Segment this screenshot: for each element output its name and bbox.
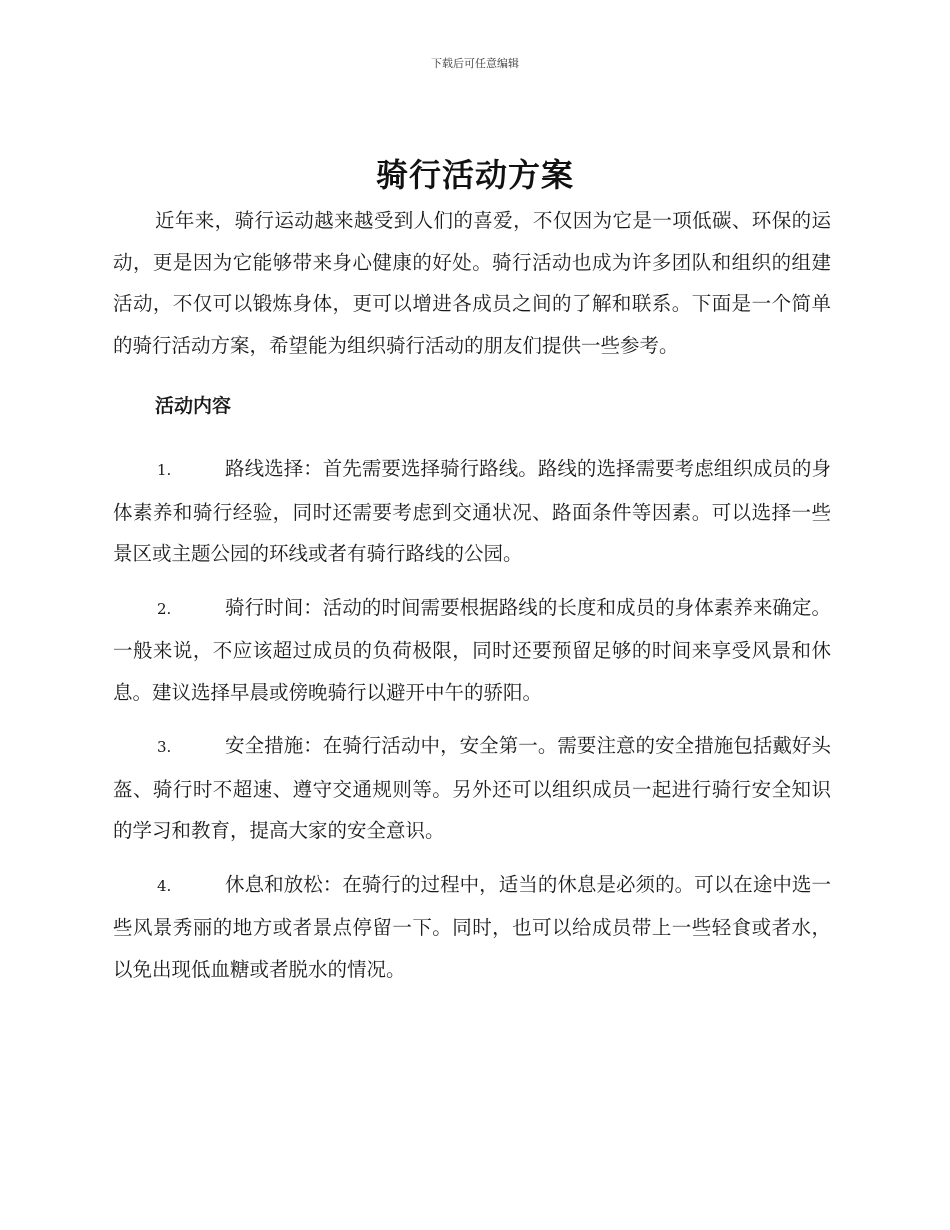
intro-paragraph: 近年来，骑行运动越来越受到人们的喜爱，不仅因为它是一项低碳、环保的运动，更是因为它能够带来身心健康的好处。骑行活动也成为许多团队和组织的组建活动，不仅可以锻炼身体，更可以增进各成员之间的了解和联系。下面是一个简单的骑行活动方案，希望能为组织骑行活动的朋友们提供一些参考。 bbox=[113, 209, 831, 357]
section-heading: 活动内容 bbox=[155, 395, 232, 417]
document-body bbox=[113, 200, 831, 990]
list-number: 4. bbox=[157, 876, 172, 895]
list-item-4 bbox=[113, 864, 831, 991]
document-title: 骑行活动方案 bbox=[375, 156, 574, 194]
list-number: 2. bbox=[157, 599, 172, 618]
list-item-1 bbox=[113, 448, 831, 575]
list-number: 1. bbox=[157, 461, 172, 479]
list-number: 3. bbox=[157, 738, 172, 756]
list-item-text: 休息和放松：在骑行的过程中，适当的休息是必须的。可以在途中选一些风景秀丽的地方或者景点停留一下。同时，也可以给成员带上一些轻食或者水，以免出现低血糖或者脱水的情况。 bbox=[113, 872, 831, 981]
list-item-text: 路线选择：首先需要选择骑行路线。路线的选择需要考虑组织成员的身体素养和骑行经验，同时还需要考虑到交通状况、路面条件等因素。可以选择一些景区或主题公园的环线或者有骑行路线的公园。 bbox=[113, 457, 831, 565]
header-note: 下载后可任意编辑 bbox=[431, 57, 519, 70]
list-item-2 bbox=[113, 587, 831, 714]
list-item-text: 安全措施：在骑行活动中，安全第一。需要注意的安全措施包括戴好头盔、骑行时不超速、遵守交通规则等。另外还可以组织成员一起进行骑行安全知识的学习和教育，提高大家的安全意识。 bbox=[113, 734, 831, 842]
list-item-3 bbox=[113, 725, 831, 852]
list-item-text: 骑行时间：活动的时间需要根据路线的长度和成员的身体素养来确定。一般来说，不应该超过成员的负荷极限，同时还要预留足够的时间来享受风景和休息。建议选择早晨或傍晚骑行以避开中午的骄阳。 bbox=[113, 595, 831, 704]
